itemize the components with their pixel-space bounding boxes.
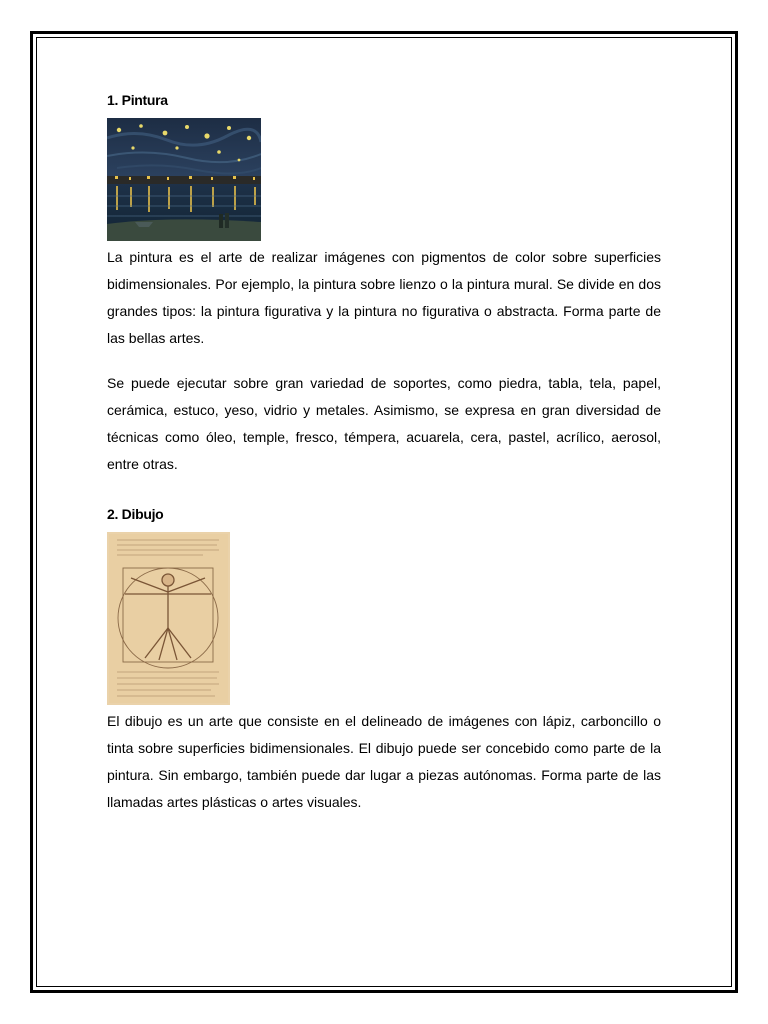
starry-night-painting [107, 118, 261, 241]
paragraph-pintura-2: Se puede ejecutar sobre gran variedad de soportes, como piedra, tabla, tela, papel, cerámica, estuco, yeso, vidrio y metales. Asimismo, se expresa en gran diversidad de técnicas como óleo, temple, fresco, témpera, acuarela, cera, pastel, acrílico, aerosol, entre otras. [107, 375, 661, 472]
vitruvian-man-drawing [107, 532, 230, 705]
paragraph-dibujo-1: El dibujo es un arte que consiste en el delineado de imágenes con lápiz, carboncillo o tinta sobre superficies bidimensionales. El dibujo puede ser concebido como parte de la pintura. Sin embargo, también puede dar lugar a piezas autónomas. Forma parte de las llamadas artes plásticas o artes visuales. [107, 713, 661, 810]
section-heading-dibujo: 2. Dibujo [107, 506, 164, 522]
section-heading-pintura: 1. Pintura [107, 92, 168, 108]
paragraph-pintura-1: La pintura es el arte de realizar imágenes con pigmentos de color sobre superficies bidimensionales. Por ejemplo, la pintura sobre lienzo o la pintura mural. Se divide en dos grandes tipos: la pintura figurativa y la pintura no figurativa o abstracta. Forma parte de las bellas artes. [107, 249, 661, 346]
document-content [107, 88, 661, 816]
